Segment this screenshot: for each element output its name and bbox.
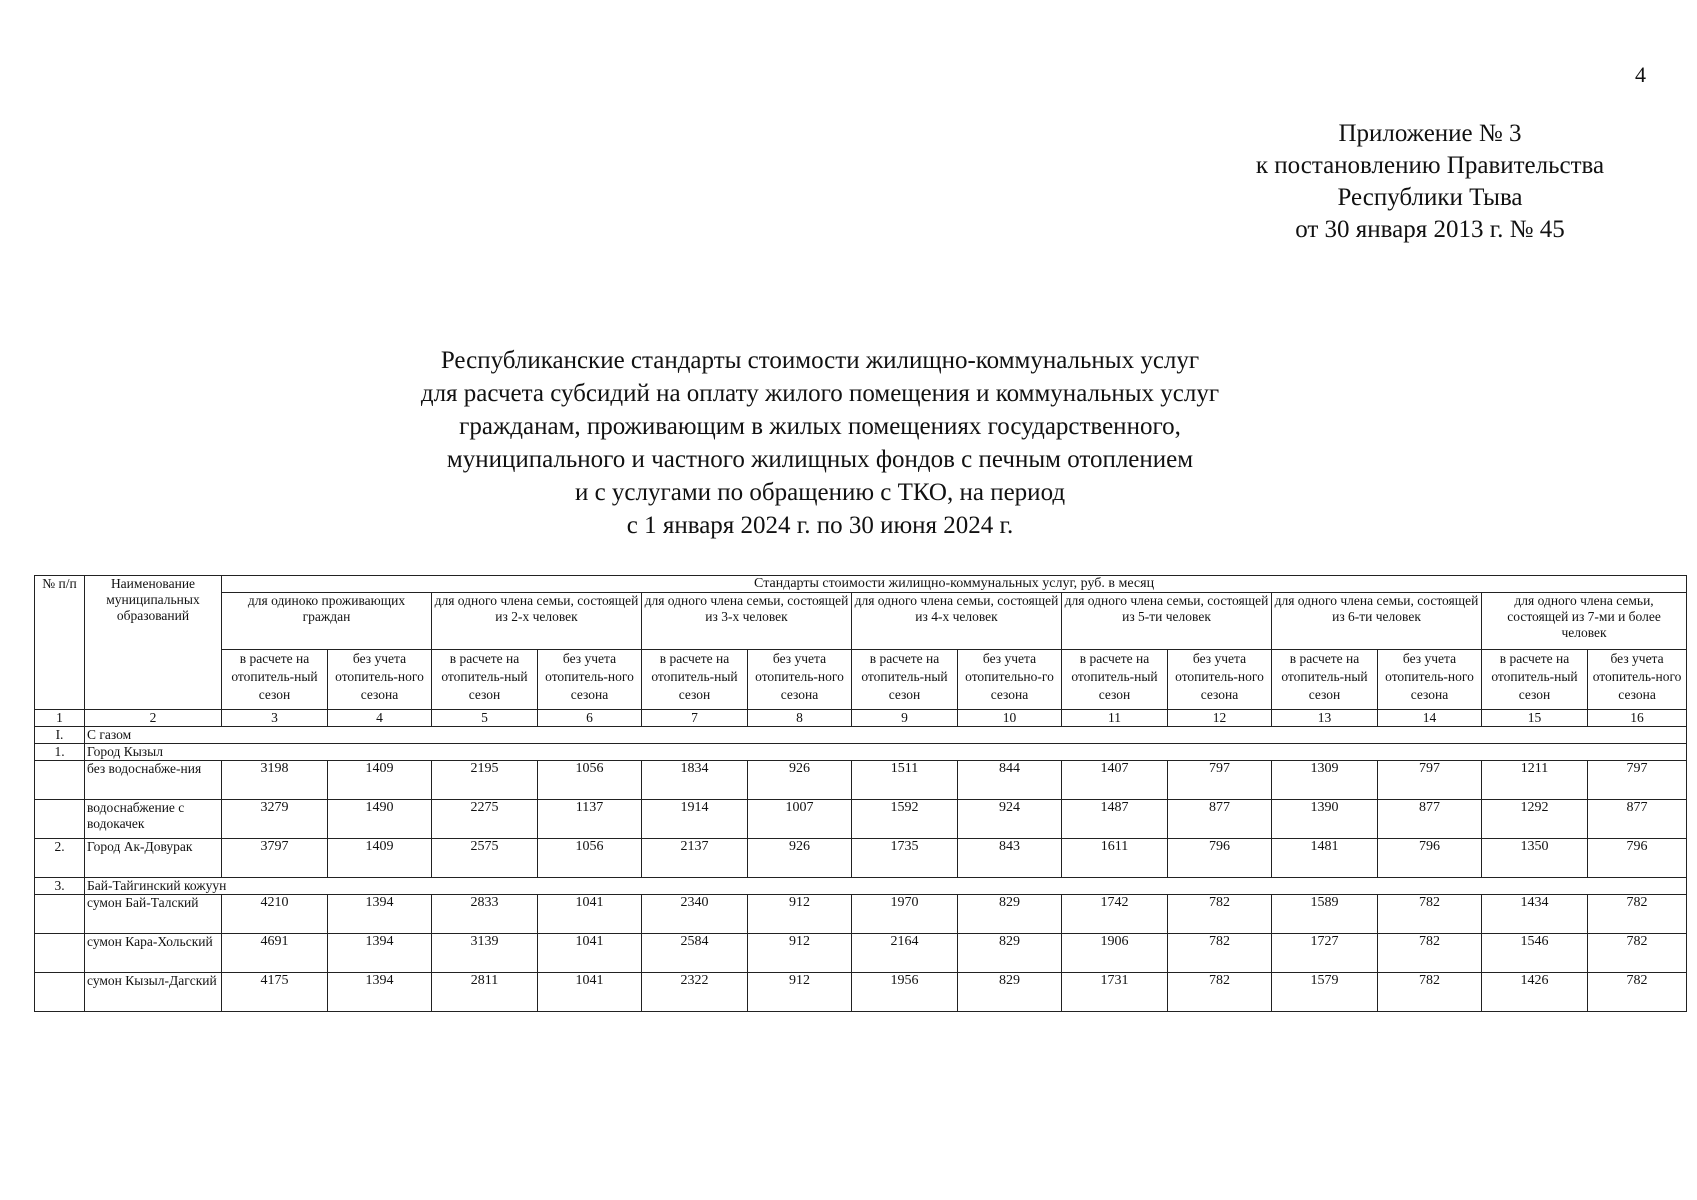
cost-value: 1394 (328, 895, 432, 934)
municipality-name: сумон Кара-Хольский (85, 934, 222, 973)
sub-header: в расчете на отопитель-ный сезон (1272, 650, 1378, 710)
cost-value: 782 (1378, 895, 1482, 934)
cost-value: 1041 (538, 934, 642, 973)
cost-value: 1056 (538, 839, 642, 878)
appendix-header (1180, 118, 1680, 246)
column-index: 15 (1482, 710, 1588, 727)
title-line: гражданам, проживающим в жилых помещениях государственного, (459, 413, 1181, 440)
cost-value: 2322 (642, 973, 748, 1012)
cost-value: 877 (1378, 800, 1482, 839)
municipality-name: без водоснабже-ния (85, 761, 222, 800)
cost-value: 1309 (1272, 761, 1378, 800)
cost-value: 1434 (1482, 895, 1588, 934)
cost-value: 1056 (538, 761, 642, 800)
row-number (35, 973, 85, 1012)
cost-value: 1611 (1062, 839, 1168, 878)
group-header: для одного члена семьи, состоящей из 5-ти человек (1062, 593, 1272, 650)
cost-value: 782 (1378, 934, 1482, 973)
standards-table (34, 575, 1687, 1012)
cost-value: 782 (1168, 895, 1272, 934)
table-row (35, 895, 1687, 934)
column-index: 16 (1588, 710, 1687, 727)
cost-value: 3198 (222, 761, 328, 800)
cost-value: 1546 (1482, 934, 1588, 973)
table-row (35, 839, 1687, 878)
cost-value: 1407 (1062, 761, 1168, 800)
cost-value: 2164 (852, 934, 958, 973)
cost-value: 1579 (1272, 973, 1378, 1012)
cost-value: 797 (1168, 761, 1272, 800)
cost-value: 1834 (642, 761, 748, 800)
title-line: и с услугами по обращению с ТКО, на период (574, 479, 1066, 506)
cost-value: 782 (1378, 973, 1482, 1012)
column-index: 9 (852, 710, 958, 727)
municipality-name: водоснабжение с водокачек (85, 800, 222, 839)
sub-header: без учета отопительно-го сезона (958, 650, 1062, 710)
cost-value: 1390 (1272, 800, 1378, 839)
cost-value: 843 (958, 839, 1062, 878)
cost-value: 1137 (538, 800, 642, 839)
column-index: 2 (85, 710, 222, 727)
cost-value: 1742 (1062, 895, 1168, 934)
sub-header: без учета отопитель-ного сезона (328, 650, 432, 710)
cost-value: 782 (1588, 895, 1687, 934)
cost-value: 912 (748, 973, 852, 1012)
column-index: 10 (958, 710, 1062, 727)
cost-value: 1727 (1272, 934, 1378, 973)
cost-value: 829 (958, 934, 1062, 973)
cost-value: 2340 (642, 895, 748, 934)
cost-value: 912 (748, 934, 852, 973)
group-header-row (35, 593, 1687, 650)
group-header: для одного члена семьи, состоящей из 4-х человек (852, 593, 1062, 650)
sub-header-row (35, 650, 1687, 710)
sub-header: без учета отопитель-ного сезона (1168, 650, 1272, 710)
row-number: I. (35, 727, 85, 744)
cost-value: 1211 (1482, 761, 1588, 800)
cost-value: 1487 (1062, 800, 1168, 839)
cost-value: 1292 (1482, 800, 1588, 839)
row-number (35, 895, 85, 934)
row-number (35, 761, 85, 800)
table-row (35, 973, 1687, 1012)
column-index: 11 (1062, 710, 1168, 727)
column-index: 3 (222, 710, 328, 727)
section-name: С газом (85, 727, 1687, 744)
appendix-line: от 30 января 2013 г. № 45 (1295, 216, 1565, 243)
cost-value: 1589 (1272, 895, 1378, 934)
sub-header: без учета отопитель-ного сезона (1378, 650, 1482, 710)
column-index: 13 (1272, 710, 1378, 727)
table-row (35, 934, 1687, 973)
column-index: 6 (538, 710, 642, 727)
row-number: 3. (35, 878, 85, 895)
cost-value: 1735 (852, 839, 958, 878)
header-number: № п/п (35, 576, 85, 710)
cost-value: 912 (748, 895, 852, 934)
cost-value: 797 (1588, 761, 1687, 800)
sub-header: в расчете на отопитель-ный сезон (1482, 650, 1588, 710)
cost-value: 924 (958, 800, 1062, 839)
column-index-row (35, 710, 1687, 727)
municipality-name: Город Ак-Довурак (85, 839, 222, 878)
cost-value: 3139 (432, 934, 538, 973)
cost-value: 926 (748, 761, 852, 800)
appendix-line: Приложение № 3 (1338, 120, 1522, 147)
cost-value: 1970 (852, 895, 958, 934)
cost-value: 1041 (538, 973, 642, 1012)
sub-header: в расчете на отопитель-ный сезон (222, 650, 328, 710)
cost-value: 2811 (432, 973, 538, 1012)
cost-value: 1956 (852, 973, 958, 1012)
column-index: 4 (328, 710, 432, 727)
cost-value: 1490 (328, 800, 432, 839)
title-line: Республиканские стандарты стоимости жилищно-коммунальных услуг (440, 347, 1200, 374)
section-row (35, 744, 1687, 761)
cost-value: 2195 (432, 761, 538, 800)
cost-value: 782 (1168, 973, 1272, 1012)
sub-header: в расчете на отопитель-ный сезон (432, 650, 538, 710)
cost-value: 797 (1378, 761, 1482, 800)
column-index: 8 (748, 710, 852, 727)
row-number (35, 934, 85, 973)
cost-value: 877 (1168, 800, 1272, 839)
cost-value: 877 (1588, 800, 1687, 839)
cost-value: 1394 (328, 973, 432, 1012)
cost-value: 4175 (222, 973, 328, 1012)
row-number: 2. (35, 839, 85, 878)
table-body (35, 727, 1687, 1012)
cost-value: 796 (1168, 839, 1272, 878)
title-line: муниципального и частного жилищных фондов с печным отоплением (446, 446, 1194, 473)
header-standards: Стандарты стоимости жилищно-коммунальных услуг, руб. в месяц (222, 576, 1687, 593)
row-number: 1. (35, 744, 85, 761)
group-header: для одиноко проживающих граждан (222, 593, 432, 650)
sub-header: в расчете на отопитель-ный сезон (642, 650, 748, 710)
section-name: Город Кызыл (85, 744, 1687, 761)
cost-value: 1426 (1482, 973, 1588, 1012)
cost-value: 796 (1378, 839, 1482, 878)
document-title (340, 344, 1300, 542)
column-index: 5 (432, 710, 538, 727)
sub-header: без учета отопитель-ного сезона (1588, 650, 1687, 710)
municipality-name: сумон Бай-Талский (85, 895, 222, 934)
row-number (35, 800, 85, 839)
table-row (35, 800, 1687, 839)
cost-value: 2137 (642, 839, 748, 878)
cost-value: 2575 (432, 839, 538, 878)
cost-value: 3279 (222, 800, 328, 839)
cost-value: 4210 (222, 895, 328, 934)
column-index: 12 (1168, 710, 1272, 727)
cost-value: 1350 (1482, 839, 1588, 878)
appendix-line: Республики Тыва (1337, 184, 1523, 211)
cost-value: 1409 (328, 839, 432, 878)
municipality-name: сумон Кызыл-Дагский (85, 973, 222, 1012)
cost-value: 2275 (432, 800, 538, 839)
sub-header: в расчете на отопитель-ный сезон (852, 650, 958, 710)
cost-value: 829 (958, 895, 1062, 934)
cost-value: 2584 (642, 934, 748, 973)
cost-value: 1731 (1062, 973, 1168, 1012)
group-header: для одного члена семьи, состоящей из 2-х человек (432, 593, 642, 650)
group-header: для одного члена семьи, состоящей из 3-х человек (642, 593, 852, 650)
cost-value: 1511 (852, 761, 958, 800)
header-municipality: Наименование муниципальных образований (85, 576, 222, 710)
column-index: 7 (642, 710, 748, 727)
title-line: с 1 января 2024 г. по 30 июня 2024 г. (626, 512, 1014, 539)
section-name: Бай-Тайгинский кожуун (85, 878, 1687, 895)
cost-value: 796 (1588, 839, 1687, 878)
cost-value: 1481 (1272, 839, 1378, 878)
cost-value: 4691 (222, 934, 328, 973)
section-row (35, 878, 1687, 895)
table-row (35, 761, 1687, 800)
cost-value: 782 (1588, 934, 1687, 973)
cost-value: 1041 (538, 895, 642, 934)
cost-value: 1906 (1062, 934, 1168, 973)
section-row (35, 727, 1687, 744)
column-index: 14 (1378, 710, 1482, 727)
title-line: для расчета субсидий на оплату жилого помещения и коммунальных услуг (420, 380, 1220, 407)
cost-value: 829 (958, 973, 1062, 1012)
cost-value: 926 (748, 839, 852, 878)
page-number: 4 (1635, 62, 1646, 87)
cost-value: 782 (1588, 973, 1687, 1012)
cost-value: 1914 (642, 800, 748, 839)
sub-header: без учета отопитель-ного сезона (538, 650, 642, 710)
sub-header: без учета отопитель-ного сезона (748, 650, 852, 710)
group-header: для одного члена семьи, состоящей из 7-ми и более человек (1482, 593, 1687, 650)
cost-value: 1394 (328, 934, 432, 973)
group-header: для одного члена семьи, состоящей из 6-ти человек (1272, 593, 1482, 650)
cost-value: 1007 (748, 800, 852, 839)
cost-value: 1409 (328, 761, 432, 800)
cost-value: 1592 (852, 800, 958, 839)
cost-value: 2833 (432, 895, 538, 934)
appendix-line: к постановлению Правительства (1255, 152, 1605, 179)
cost-value: 3797 (222, 839, 328, 878)
sub-header: в расчете на отопитель-ный сезон (1062, 650, 1168, 710)
cost-value: 844 (958, 761, 1062, 800)
column-index: 1 (35, 710, 85, 727)
cost-value: 782 (1168, 934, 1272, 973)
